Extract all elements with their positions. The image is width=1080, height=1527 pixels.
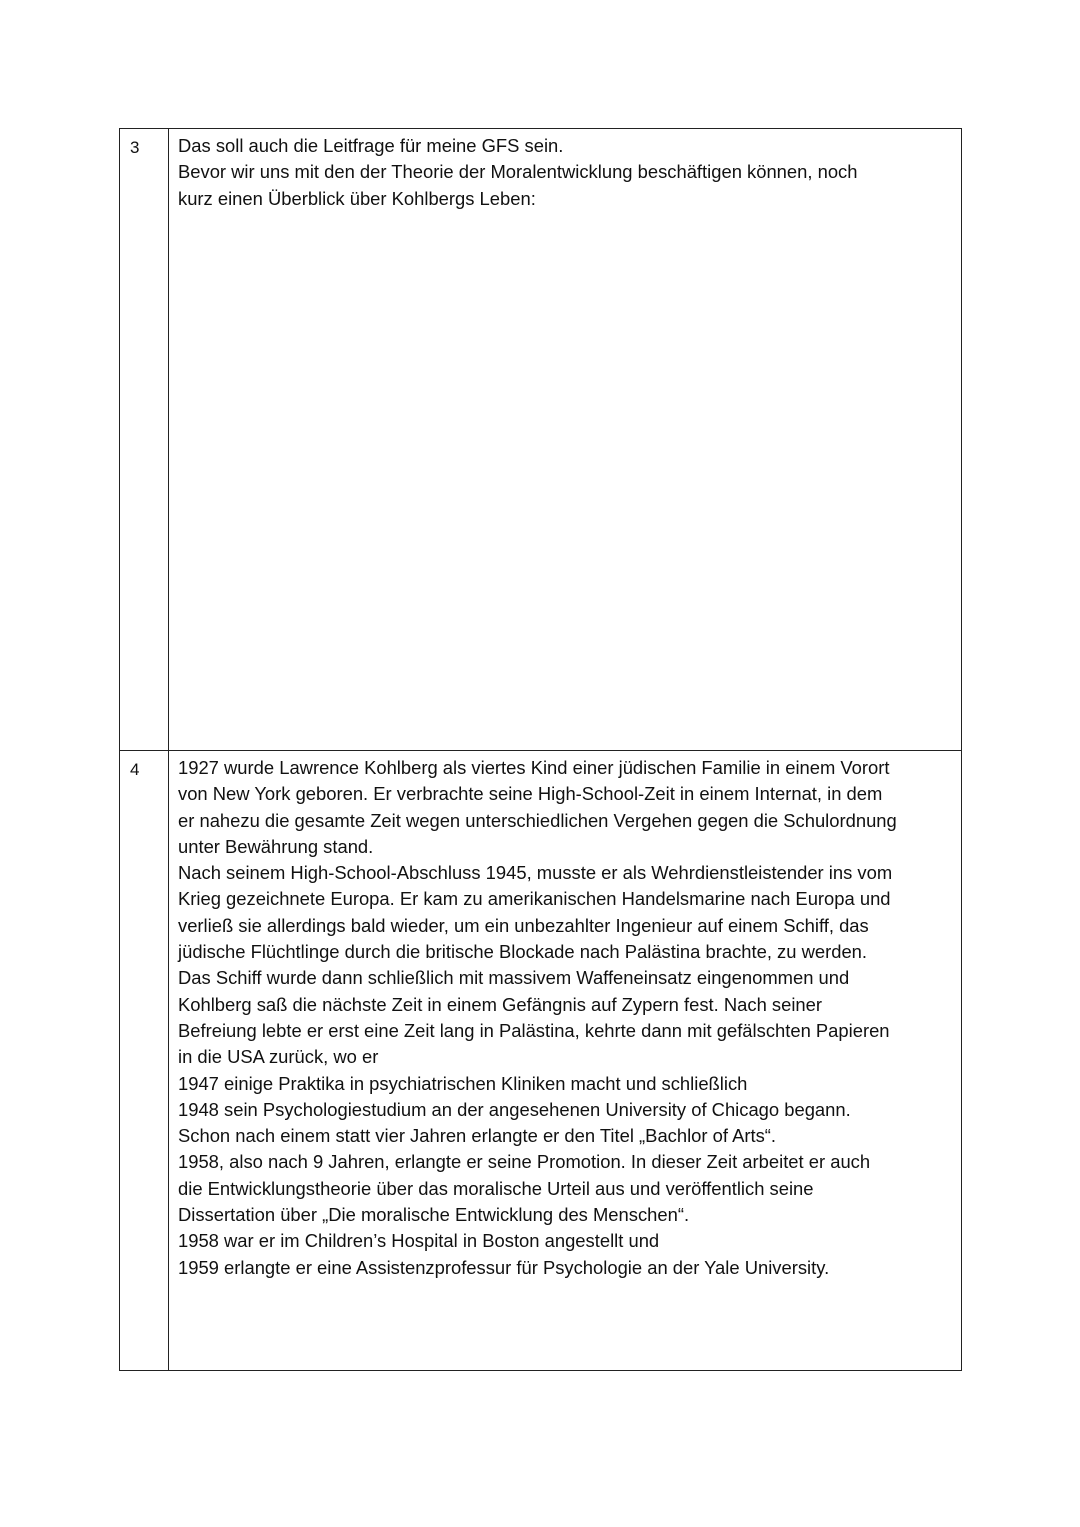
- text-line: Dissertation über „Die moralische Entwicklung des Menschen“.: [178, 1204, 690, 1226]
- text-line: die Entwicklungstheorie über das moralische Urteil aus und veröffentlich seine: [178, 1177, 814, 1199]
- text-line: 1927 wurde Lawrence Kohlberg als viertes Kind einer jüdischen Familie in einem Vorort: [178, 757, 890, 778]
- row-number-cell: [120, 751, 169, 1371]
- text-line: 1958, also nach 9 Jahren, erlangte er seine Promotion. In dieser Zeit arbeitet er auch: [178, 1151, 871, 1173]
- row-number-cell: [120, 129, 169, 751]
- text-line: 1959 erlangte er eine Assistenzprofessur für Psychologie an der Yale University.: [178, 1256, 830, 1278]
- row-number: 4: [130, 760, 140, 779]
- text-line: von New York geboren. Er verbrachte seine High-School-Zeit in einem Internat, in dem: [178, 783, 883, 805]
- text-line: 1947 einige Praktika in psychiatrischen Kliniken macht und schließlich: [178, 1072, 748, 1094]
- text-line: unter Bewährung stand.: [178, 835, 374, 857]
- row-text-cell: [169, 129, 962, 751]
- text-line: jüdische Flüchtlinge durch die britische Blockade nach Palästina brachte, zu werden.: [178, 941, 868, 963]
- text-line: Krieg gezeichnete Europa. Er kam zu amerikanischen Handelsmarine nach Europa und: [178, 888, 891, 910]
- text-line: er nahezu die gesamte Zeit wegen unterschiedlichen Vergehen gegen die Schulordnung: [178, 809, 897, 831]
- text-line: Schon nach einem statt vier Jahren erlangte er den Titel „Bachlor of Arts“.: [178, 1125, 776, 1147]
- text-line: Das soll auch die Leitfrage für meine GFS sein.: [178, 135, 564, 156]
- text-line: kurz einen Überblick über Kohlbergs Leben:: [178, 187, 536, 209]
- text-line: in die USA zurück, wo er: [178, 1046, 379, 1068]
- text-line: 1948 sein Psychologiestudium an der angesehenen University of Chicago begann.: [178, 1098, 851, 1120]
- row-number: 3: [130, 138, 140, 157]
- row-text-cell: [169, 751, 962, 1371]
- text-line: verließ sie allerdings bald wieder, um ein unbezahlter Ingenieur auf einem Schiff, das: [178, 914, 869, 936]
- text-line: Kohlberg saß die nächste Zeit in einem Gefängnis auf Zypern fest. Nach seiner: [178, 993, 823, 1015]
- text-line: Nach seinem High-School-Abschluss 1945, musste er als Wehrdienstleistender ins vom: [178, 862, 893, 884]
- table-row: [120, 751, 962, 1371]
- document-table: [119, 128, 962, 1371]
- table-row: [120, 129, 962, 751]
- text-line: Das Schiff wurde dann schließlich mit massivem Waffeneinsatz eingenommen und: [178, 967, 850, 989]
- text-line: 1958 war er im Children’s Hospital in Boston angestellt und: [178, 1230, 660, 1252]
- text-line: Bevor wir uns mit den der Theorie der Moralentwicklung beschäftigen können, noch: [178, 161, 858, 183]
- text-line: Befreiung lebte er erst eine Zeit lang in Palästina, kehrte dann mit gefälschten Papieren: [178, 1019, 890, 1041]
